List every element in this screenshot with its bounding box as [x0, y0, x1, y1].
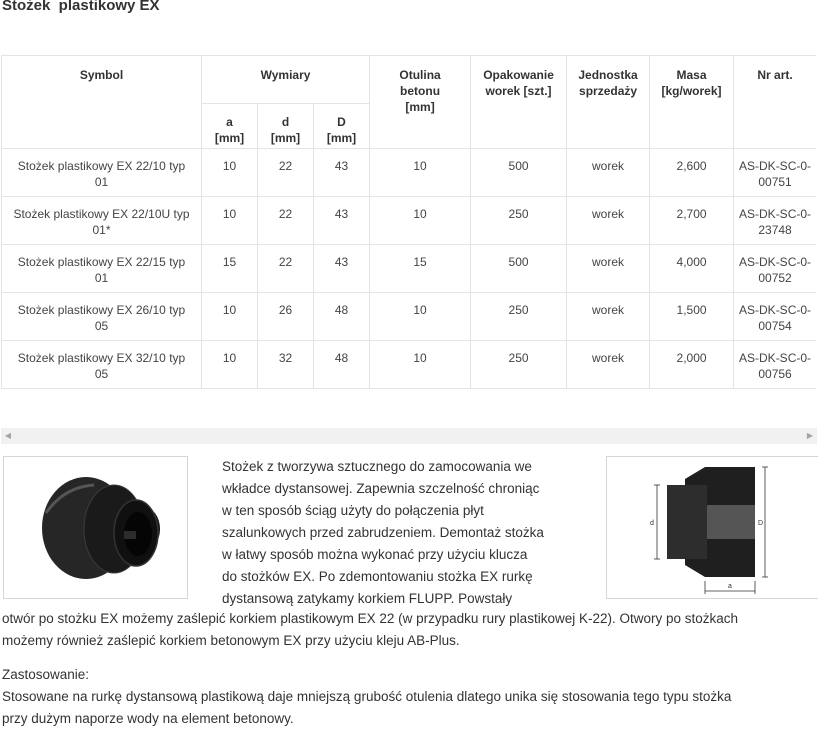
cell-D: 48	[314, 293, 370, 341]
header-D: D [mm]	[314, 104, 370, 149]
table-row	[2, 341, 817, 389]
cell-d: 22	[258, 149, 314, 197]
table-row	[2, 197, 817, 245]
cell-otulina: 10	[370, 149, 471, 197]
cell-D: 48	[314, 341, 370, 389]
description-line: otwór po stożku EX możemy zaślepić korkiem plastikowym EX 22 (w przypadku rury plastikowej K-22). Otwory po stożkach	[2, 611, 739, 626]
cell-symbol: Stożek plastikowy EX 22/15 typ 01	[2, 245, 202, 293]
plastic-cone-image	[4, 457, 187, 598]
application-line: przy dużym naporze wody na element betonowy.	[2, 711, 294, 726]
cell-opakowanie: 500	[471, 245, 567, 293]
cell-masa: 2,000	[650, 341, 734, 389]
description-line: wkładce dystansowej. Zapewnia szczelność chroniąc	[222, 481, 540, 496]
table-row	[2, 245, 817, 293]
header-opakowanie: Opakowanie worek [szt.]	[471, 56, 567, 149]
cell-a: 10	[202, 149, 258, 197]
table-row	[2, 293, 817, 341]
header-d: d [mm]	[258, 104, 314, 149]
product-description-continued	[2, 608, 816, 652]
header-a: a [mm]	[202, 104, 258, 149]
header-symbol: Symbol	[2, 56, 202, 149]
cell-d: 22	[258, 245, 314, 293]
cell-jednostka: worek	[567, 197, 650, 245]
dimension-label-a: a	[728, 583, 732, 590]
cell-nr-art: AS-DK-SC-0-00752	[734, 245, 816, 293]
description-line: w ten sposób ściąg użyty do połączenia płyt	[222, 503, 484, 518]
cell-symbol: Stożek plastikowy EX 22/10 typ 01	[2, 149, 202, 197]
cell-d: 26	[258, 293, 314, 341]
product-table	[1, 55, 816, 389]
cell-a: 10	[202, 293, 258, 341]
scroll-left-arrow-icon[interactable]: ◀	[4, 431, 12, 440]
cell-nr-art: AS-DK-SC-0-00756	[734, 341, 816, 389]
cell-nr-art: AS-DK-SC-0-23748	[734, 197, 816, 245]
dimension-label-D: D	[758, 520, 764, 527]
cell-opakowanie: 250	[471, 197, 567, 245]
cell-masa: 2,600	[650, 149, 734, 197]
application-text	[2, 686, 816, 730]
dimension-diagram	[606, 456, 818, 599]
dimension-label-d: d	[650, 520, 654, 527]
header-wymiary: Wymiary	[202, 56, 370, 104]
header-nr-art: Nr art.	[734, 56, 816, 149]
cone-cross-section-icon	[607, 457, 818, 598]
cell-jednostka: worek	[567, 341, 650, 389]
cell-otulina: 10	[370, 341, 471, 389]
cell-symbol: Stożek plastikowy EX 26/10 typ 05	[2, 293, 202, 341]
cell-opakowanie: 250	[471, 341, 567, 389]
table-row	[2, 149, 817, 197]
cell-otulina: 10	[370, 197, 471, 245]
cell-otulina: 10	[370, 293, 471, 341]
description-line: możemy również zaślepić korkiem betonowym EX przy użyciu kleju AB-Plus.	[2, 633, 460, 648]
header-jednostka: Jednostka sprzedaży	[567, 56, 650, 149]
table-horizontal-scrollbar[interactable]	[1, 428, 817, 444]
cell-d: 22	[258, 197, 314, 245]
cell-symbol: Stożek plastikowy EX 32/10 typ 05	[2, 341, 202, 389]
description-line: do stożków EX. Po zdemontowaniu stożka EX rurkę	[222, 569, 533, 584]
cell-a: 10	[202, 341, 258, 389]
page-title: Stożek plastikowy EX	[2, 0, 160, 14]
product-table-container	[1, 55, 816, 411]
description-line: Stożek z tworzywa sztucznego do zamocowania we	[222, 459, 532, 474]
application-heading: Zastosowanie:	[2, 667, 90, 682]
description-line: w łatwy sposób można wykonać przy użyciu klucza	[222, 547, 528, 562]
description-line: szalunkowych przed zabrudzeniem. Demontaż stożka	[222, 525, 544, 540]
product-description	[222, 456, 592, 610]
cell-D: 43	[314, 245, 370, 293]
cell-symbol: Stożek plastikowy EX 22/10U typ 01*	[2, 197, 202, 245]
cell-jednostka: worek	[567, 293, 650, 341]
cell-nr-art: AS-DK-SC-0-00754	[734, 293, 816, 341]
cell-jednostka: worek	[567, 245, 650, 293]
cell-nr-art: AS-DK-SC-0-00751	[734, 149, 816, 197]
cell-jednostka: worek	[567, 149, 650, 197]
scroll-right-arrow-icon[interactable]: ▶	[806, 431, 814, 440]
cell-d: 32	[258, 341, 314, 389]
application-line: Stosowane na rurkę dystansową plastikową daje mniejszą grubość otulenia dlatego unika się stosowania tego typu stożka	[2, 689, 732, 704]
cell-opakowanie: 500	[471, 149, 567, 197]
cell-D: 43	[314, 197, 370, 245]
cell-masa: 1,500	[650, 293, 734, 341]
product-photo	[3, 456, 188, 599]
cell-otulina: 15	[370, 245, 471, 293]
cell-masa: 2,700	[650, 197, 734, 245]
cell-D: 43	[314, 149, 370, 197]
cell-masa: 4,000	[650, 245, 734, 293]
cell-opakowanie: 250	[471, 293, 567, 341]
header-otulina: Otulina betonu [mm]	[370, 56, 471, 149]
description-line: dystansową zatykamy korkiem FLUPP. Powstały	[222, 591, 513, 606]
cell-a: 10	[202, 197, 258, 245]
cell-a: 15	[202, 245, 258, 293]
header-masa: Masa [kg/worek]	[650, 56, 734, 149]
